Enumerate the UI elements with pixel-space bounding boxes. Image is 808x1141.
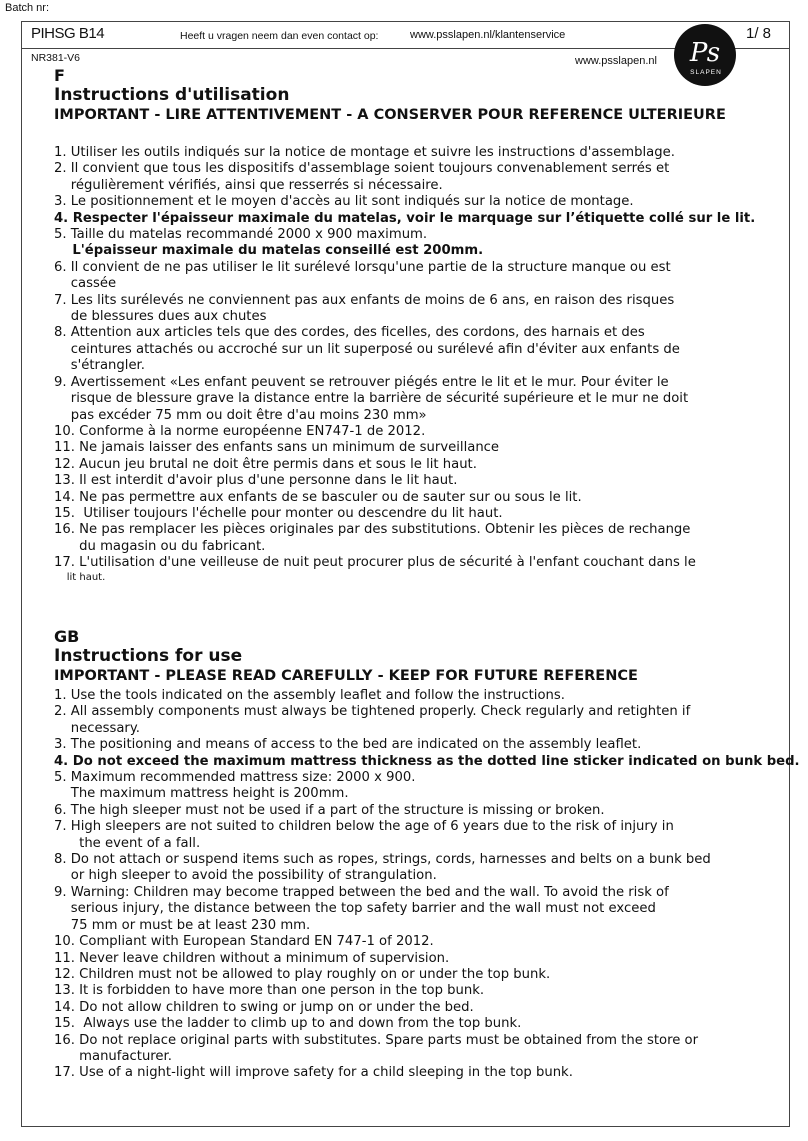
- gb-instruction-line: 12. Children must not be allowed to play roughly on or under the top bunk.: [54, 966, 551, 982]
- logo-subtext: SLAPEN: [690, 69, 722, 76]
- gb-instruction-line: 9. Warning: Children may become trapped between the bed and the wall. To avoid the risk of: [54, 884, 669, 900]
- fr-instruction-line: 13. Il est interdit d'avoir plus d'une personne dans le lit haut.: [54, 473, 458, 489]
- fr-instruction-line: 3. Le positionnement et le moyen d'accès au lit sont indiqués sur la notice de montage.: [54, 194, 634, 210]
- fr-instruction-line: 10. Conforme à la norme européenne EN747-1 de 2012.: [54, 423, 426, 439]
- gb-instruction-line: 2. All assembly components must always be tightened properly. Check regularly and retighten if: [54, 704, 691, 720]
- fr-instruction-line: 4. Respecter l'épaisseur maximale du matelas, voir le marquage sur l’étiquette collé sur le lit.: [54, 210, 756, 226]
- gb-instruction-line: or high sleeper to avoid the possibility of strangulation.: [54, 868, 437, 884]
- fr-instruction-line: régulièrement vérifiés, ainsi que resserrés si nécessaire.: [54, 177, 443, 193]
- website-link[interactable]: www.psslapen.nl: [575, 55, 657, 67]
- gb-instruction-line: 4. Do not exceed the maximum mattress thickness as the dotted line sticker indicated on bunk bed.: [54, 753, 800, 769]
- fr-instruction-line: pas excéder 75 mm ou doit être d'au moins 230 mm»: [54, 407, 427, 423]
- gb-instruction-line: 1. Use the tools indicated on the assembly leaflet and follow the instructions.: [54, 688, 565, 703]
- fr-instruction-line: 1. Utiliser les outils indiqués sur la notice de montage et suivre les instructions d'assemblage.: [54, 145, 675, 160]
- fr-instruction-line: 7. Les lits surélevés ne conviennent pas aux enfants de moins de 6 ans, en raison des risques: [54, 292, 675, 308]
- fr-instruction-line: 14. Ne pas permettre aux enfants de se basculer ou de sauter sur ou sous le lit.: [54, 489, 582, 505]
- contact-text: Heeft u vragen neem dan even contact op:: [180, 30, 379, 42]
- section-gb-title: Instructions for use: [54, 646, 243, 666]
- fr-instruction-line: ceintures attachés ou accroché sur un lit superposé ou surélevé afin d'éviter aux enfants de: [54, 341, 680, 357]
- gb-instruction-line: 17. Use of a night-light will improve safety for a child sleeping in the top bunk.: [54, 1065, 573, 1081]
- fr-instruction-line: 17. L'utilisation d'une veilleuse de nuit peut procurer plus de sécurité à l'enfant couchant dans le: [54, 555, 696, 571]
- fr-instruction-line: 9. Avertissement «Les enfant peuvent se retrouver piégés entre le lit et le mur. Pour éviter le: [54, 374, 669, 390]
- gb-instruction-line: 16. Do not replace original parts with substitutes. Spare parts must be obtained from the store or: [54, 1032, 699, 1048]
- fr-instruction-line: s'étrangler.: [54, 358, 145, 374]
- gb-instruction-line: 15. Always use the ladder to climb up to and down from the top bunk.: [54, 1016, 522, 1032]
- logo-text: Ps: [689, 38, 721, 68]
- gb-instruction-line: 75 mm or must be at least 230 mm.: [54, 917, 311, 933]
- fr-instruction-line: du magasin ou du fabricant.: [54, 538, 266, 554]
- gb-instruction-line: 3. The positioning and means of access to the bed are indicated on the assembly leaflet.: [54, 737, 642, 753]
- section-fr-title: Instructions d'utilisation: [54, 85, 290, 105]
- fr-instruction-line: lit haut.: [54, 571, 106, 583]
- fr-instruction-line: 5. Taille du matelas recommandé 2000 x 900 maximum.: [54, 227, 428, 243]
- gb-instruction-line: 7. High sleepers are not suited to children below the age of 6 years due to the risk of injury in: [54, 819, 674, 835]
- section-gb-important: IMPORTANT - PLEASE READ CAREFULLY - KEEP FOR FUTURE REFERENCE: [54, 668, 638, 684]
- batch-label: Batch nr:: [5, 2, 50, 14]
- gb-instruction-line: 5. Maximum recommended mattress size: 2000 x 900.: [54, 770, 416, 786]
- gb-instruction-line: 14. Do not allow children to swing or jump on or under the bed.: [54, 999, 474, 1015]
- section-gb-list: [54, 688, 800, 1082]
- product-code: PIHSG B14: [31, 25, 105, 42]
- fr-instruction-line: 2. Il convient que tous les dispositifs d'assemblage soient toujours convenablement serrés et: [54, 161, 670, 177]
- section-fr-letter: F: [54, 66, 65, 85]
- gb-instruction-line: 6. The high sleeper must not be used if a part of the structure is missing or broken.: [54, 802, 605, 818]
- fr-instruction-line: cassée: [54, 276, 117, 292]
- gb-instruction-line: serious injury, the distance between the top safety barrier and the wall must not exceed: [54, 901, 656, 917]
- page-number: 1/ 8: [746, 25, 772, 42]
- fr-instruction-line: de blessures dues aux chutes: [54, 309, 267, 325]
- fr-instruction-line: 12. Aucun jeu brutal ne doit être permis dans et sous le lit haut.: [54, 456, 477, 472]
- gb-instruction-line: 10. Compliant with European Standard EN 747-1 of 2012.: [54, 934, 434, 950]
- gb-instruction-line: The maximum mattress height is 200mm.: [54, 786, 349, 802]
- fr-instruction-line: L'épaisseur maximale du matelas conseillé est 200mm.: [54, 243, 484, 259]
- fr-instruction-line: 16. Ne pas remplacer les pièces originales par des substitutions. Obtenir les pièces de rechange: [54, 522, 691, 538]
- gb-instruction-line: 11. Never leave children without a minimum of supervision.: [54, 950, 450, 966]
- document-version: NR381-V6: [31, 52, 81, 64]
- section-fr-important: IMPORTANT - LIRE ATTENTIVEMENT - A CONSERVER POUR REFERENCE ULTERIEURE: [54, 107, 726, 123]
- fr-instruction-line: 15. Utiliser toujours l'échelle pour monter ou descendre du lit haut.: [54, 505, 503, 521]
- gb-instruction-line: manufacturer.: [54, 1048, 172, 1064]
- gb-instruction-line: 13. It is forbidden to have more than one person in the top bunk.: [54, 983, 485, 999]
- gb-instruction-line: 8. Do not attach or suspend items such as ropes, strings, cords, harnesses and belts on a bunk bed: [54, 852, 711, 868]
- section-fr: [54, 66, 754, 584]
- section-fr-list: [54, 145, 754, 584]
- fr-instruction-line: risque de blessure grave la distance entre la barrière de sécurité supérieure et le mur ne doit: [54, 391, 689, 407]
- gb-instruction-line: the event of a fall.: [54, 835, 201, 851]
- fr-instruction-line: 6. Il convient de ne pas utiliser le lit surélevé lorsqu'une partie de la structure manque ou est: [54, 259, 671, 275]
- fr-instruction-line: 11. Ne jamais laisser des enfants sans un minimum de surveillance: [54, 440, 500, 456]
- section-gb: [54, 627, 800, 1082]
- fr-instruction-line: 8. Attention aux articles tels que des cordes, des ficelles, des cordons, des harnais et des: [54, 325, 645, 341]
- section-gb-letter: GB: [54, 627, 80, 646]
- service-link[interactable]: www.psslapen.nl/klantenservice: [410, 29, 566, 41]
- gb-instruction-line: necessary.: [54, 720, 140, 736]
